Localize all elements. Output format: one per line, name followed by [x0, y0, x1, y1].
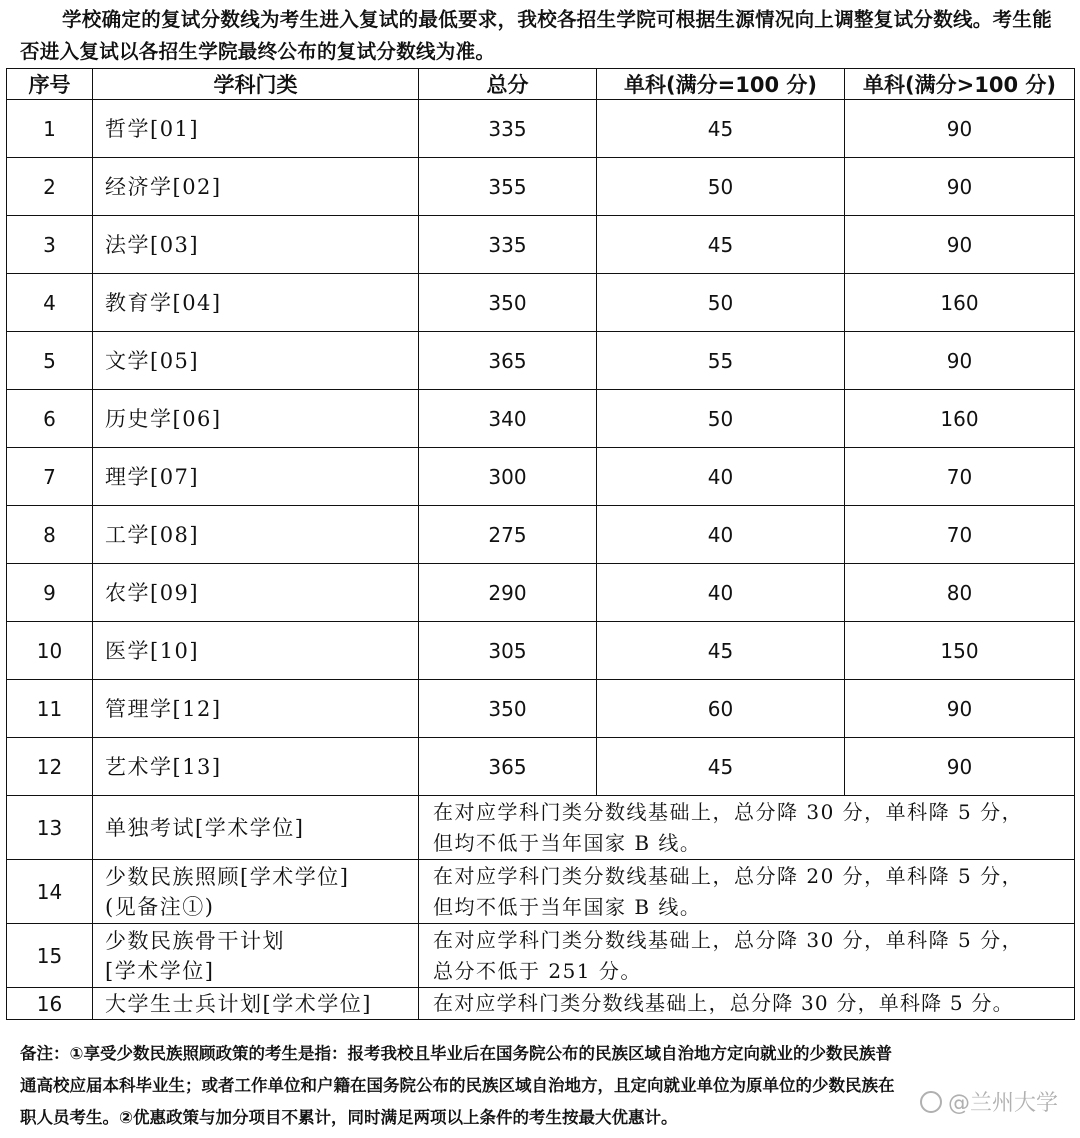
- cell-no: 4: [7, 274, 93, 332]
- cell-single-100: 50: [597, 390, 845, 448]
- table-row: [7, 274, 1075, 332]
- cell-single-over-100: 70: [845, 506, 1075, 564]
- note-line: 通高校应届本科毕业生；或者工作单位和户籍在国务院公布的民族区域自治地方，且定向就业单位为原单位的少数民族在: [20, 1076, 895, 1095]
- cell-total: 355: [419, 158, 597, 216]
- cell-total: 365: [419, 738, 597, 796]
- table-header-row: [7, 69, 1075, 100]
- cell-single-100: 60: [597, 680, 845, 738]
- score-table: [6, 68, 1075, 1020]
- intro-paragraph: 学校确定的复试分数线为考生进入复试的最低要求，我校各招生学院可根据生源情况向上调整复试分数线。考生能否进入复试以各招生学院最终公布的复试分数线为准。: [20, 8, 1053, 63]
- cell-single-100: 45: [597, 738, 845, 796]
- cell-total: 365: [419, 332, 597, 390]
- cell-no: 1: [7, 100, 93, 158]
- cell-total: 300: [419, 448, 597, 506]
- header-no: 序号: [7, 69, 93, 100]
- cell-total: 335: [419, 100, 597, 158]
- cell-rule: [419, 860, 1075, 924]
- rule-line: 总分不低于 251 分。: [433, 958, 642, 983]
- table-row: [7, 738, 1075, 796]
- cell-rule: [419, 924, 1075, 988]
- note-line: 备注：①享受少数民族照顾政策的考生是指：报考我校且毕业后在国务院公布的民族区域自治地方定向就业的少数民族普: [20, 1044, 892, 1063]
- rule-line: 在对应学科门类分数线基础上，总分降 30 分，单科降 5 分，: [433, 799, 1024, 824]
- cell-single-100: 50: [597, 158, 845, 216]
- cell-single-over-100: 90: [845, 332, 1075, 390]
- cell-subject: 理学[07]: [93, 448, 419, 506]
- cell-total: 350: [419, 680, 597, 738]
- watermark: [920, 1086, 1058, 1117]
- cell-no: 15: [7, 924, 93, 988]
- cell-single-100: 45: [597, 216, 845, 274]
- cell-no: 11: [7, 680, 93, 738]
- header-subject: 学科门类: [93, 69, 419, 100]
- cell-no: 6: [7, 390, 93, 448]
- header-single-over-100: 单科(满分>100 分): [845, 69, 1075, 100]
- cell-no: 8: [7, 506, 93, 564]
- table-row: [7, 680, 1075, 738]
- subject-line: 少数民族骨干计划: [105, 928, 285, 953]
- subject-line: 单独考试[学术学位]: [105, 815, 305, 840]
- cell-no: 3: [7, 216, 93, 274]
- rule-line: 在对应学科门类分数线基础上，总分降 20 分，单科降 5 分，: [433, 863, 1024, 888]
- header-total: 总分: [419, 69, 597, 100]
- cell-total: 275: [419, 506, 597, 564]
- cell-subject: [93, 988, 419, 1020]
- cell-single-over-100: 90: [845, 100, 1075, 158]
- cell-single-over-100: 90: [845, 738, 1075, 796]
- watermark-text: @兰州大学: [947, 1091, 1058, 1116]
- cell-single-over-100: 90: [845, 216, 1075, 274]
- cell-no: 7: [7, 448, 93, 506]
- table-row-special: [7, 988, 1075, 1020]
- rule-line: 在对应学科门类分数线基础上，总分降 30 分，单科降 5 分。: [433, 991, 1014, 1015]
- cell-subject: 历史学[06]: [93, 390, 419, 448]
- cell-subject: [93, 796, 419, 860]
- cell-rule: [419, 796, 1075, 860]
- cell-subject: [93, 860, 419, 924]
- table-row: [7, 332, 1075, 390]
- cell-single-100: 45: [597, 100, 845, 158]
- cell-no: 5: [7, 332, 93, 390]
- cell-total: 290: [419, 564, 597, 622]
- rule-line: 但均不低于当年国家 B 线。: [433, 830, 702, 855]
- cell-no: 12: [7, 738, 93, 796]
- subject-line: (见备注①): [105, 894, 215, 919]
- cell-subject: 教育学[04]: [93, 274, 419, 332]
- cell-total: 350: [419, 274, 597, 332]
- subject-line: [学术学位]: [105, 958, 215, 983]
- table-row-special: [7, 860, 1075, 924]
- cell-subject: 艺术学[13]: [93, 738, 419, 796]
- cell-subject: 医学[10]: [93, 622, 419, 680]
- weibo-icon: [920, 1091, 942, 1113]
- cell-single-over-100: 160: [845, 390, 1075, 448]
- cell-subject: [93, 924, 419, 988]
- cell-no: 13: [7, 796, 93, 860]
- cell-single-over-100: 80: [845, 564, 1075, 622]
- subject-line: 少数民族照顾[学术学位]: [105, 864, 350, 889]
- table-row: [7, 564, 1075, 622]
- cell-rule: [419, 988, 1075, 1020]
- cell-no: 10: [7, 622, 93, 680]
- cell-single-100: 50: [597, 274, 845, 332]
- cell-single-100: 40: [597, 448, 845, 506]
- cell-subject: 法学[03]: [93, 216, 419, 274]
- subject-line: 大学生士兵计划[学术学位]: [105, 991, 372, 1016]
- cell-no: 16: [7, 988, 93, 1020]
- note-line: 职人员考生。②优惠政策与加分项目不累计，同时满足两项以上条件的考生按最大优惠计。: [20, 1108, 678, 1127]
- table-row: [7, 448, 1075, 506]
- cell-single-100: 40: [597, 564, 845, 622]
- cell-total: 340: [419, 390, 597, 448]
- table-row: [7, 390, 1075, 448]
- cell-subject: 文学[05]: [93, 332, 419, 390]
- cell-single-over-100: 90: [845, 680, 1075, 738]
- table-row: [7, 158, 1075, 216]
- cell-subject: 工学[08]: [93, 506, 419, 564]
- rule-line: 但均不低于当年国家 B 线。: [433, 894, 702, 919]
- cell-single-100: 45: [597, 622, 845, 680]
- cell-total: 335: [419, 216, 597, 274]
- cell-no: 9: [7, 564, 93, 622]
- cell-single-100: 40: [597, 506, 845, 564]
- rule-line: 在对应学科门类分数线基础上，总分降 30 分，单科降 5 分，: [433, 927, 1024, 952]
- notes: [20, 1038, 1070, 1134]
- table-row-special: [7, 924, 1075, 988]
- cell-no: 2: [7, 158, 93, 216]
- cell-total: 305: [419, 622, 597, 680]
- table-row-special: [7, 796, 1075, 860]
- cell-subject: 管理学[12]: [93, 680, 419, 738]
- table-row: [7, 622, 1075, 680]
- cell-subject: 经济学[02]: [93, 158, 419, 216]
- table-row: [7, 216, 1075, 274]
- header-single-100: 单科(满分=100 分): [597, 69, 845, 100]
- cell-single-over-100: 160: [845, 274, 1075, 332]
- cell-single-over-100: 150: [845, 622, 1075, 680]
- cell-single-100: 55: [597, 332, 845, 390]
- cell-single-over-100: 90: [845, 158, 1075, 216]
- table-row: [7, 506, 1075, 564]
- table-row: [7, 100, 1075, 158]
- cell-subject: 农学[09]: [93, 564, 419, 622]
- cell-no: 14: [7, 860, 93, 924]
- cell-single-over-100: 70: [845, 448, 1075, 506]
- cell-subject: 哲学[01]: [93, 100, 419, 158]
